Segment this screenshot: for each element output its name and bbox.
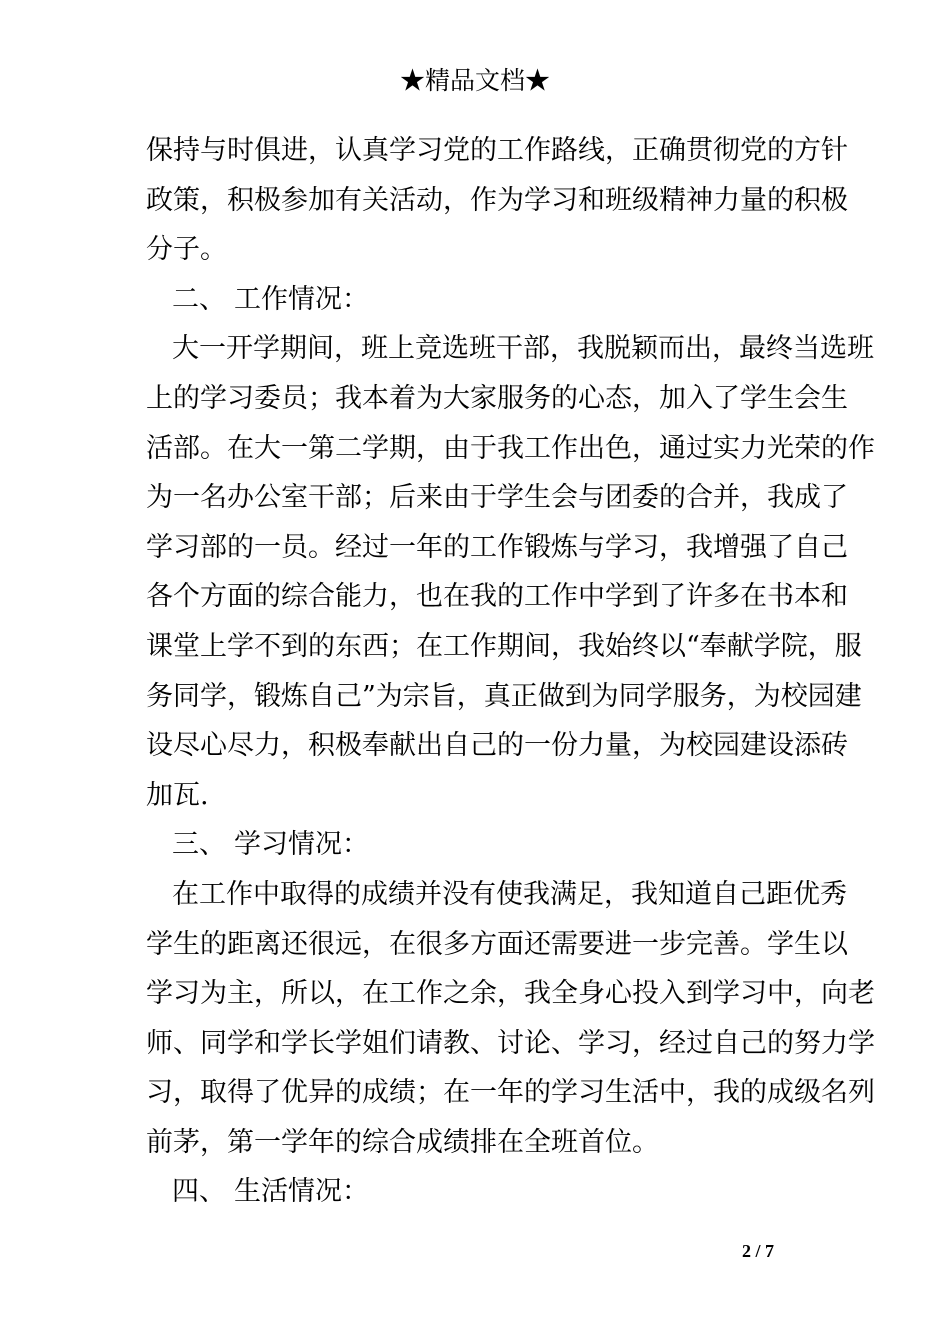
paragraph-line: 师、同学和学长学姐们请教、讨论、学习，经过自己的努力学 <box>146 1027 875 1059</box>
paragraph-line: 政策，积极参加有关活动，作为学习和班级精神力量的积极 <box>146 184 848 216</box>
page-number: 2 / 7 <box>742 1241 775 1261</box>
paragraph-line: 务同学，锻炼自己”为宗旨，真正做到为同学服务，为校园建 <box>146 680 862 712</box>
page-header-title: ★精品文档★ <box>399 66 550 95</box>
paragraph-line: 为一名办公室干部；后来由于学生会与团委的合并，我成了 <box>146 482 848 514</box>
section-number: 四、 <box>172 1176 226 1208</box>
section-number: 二、 <box>172 283 226 315</box>
paragraph-line: 学习为主，所以，在工作之余，我全身心投入到学习中，向老 <box>146 978 875 1010</box>
paragraph-line: 保持与时俱进，认真学习党的工作路线，正确贯彻党的方针 <box>146 135 848 166</box>
paragraph-line: 活部。在大一第二学期，由于我工作出色，通过实力光荣的作 <box>146 432 875 464</box>
paragraph-line: 习，取得了优异的成绩；在一年的学习生活中，我的成级名列 <box>146 1077 875 1109</box>
section-heading-work <box>146 275 810 325</box>
paragraph-line: 大一开学期间，班上竞选班干部，我脱颖而出，最终当选班 <box>172 333 874 365</box>
section-heading-study <box>146 820 810 870</box>
paragraph-line: 设尽心尽力，积极奉献出自己的一份力量，为校园建设添砖 <box>146 730 848 762</box>
section-title: 学习情况： <box>234 829 369 861</box>
section-number: 三、 <box>172 829 226 861</box>
section-title: 工作情况： <box>234 283 369 315</box>
paragraph-line: 前茅，第一学年的综合成绩排在全班首位。 <box>146 1126 659 1158</box>
section-heading-life <box>146 1167 810 1217</box>
paragraph-line: 加瓦. <box>146 779 209 811</box>
paragraph-line: 在工作中取得的成绩并没有使我满足，我知道自己距优秀 <box>172 878 847 910</box>
paragraph-line: 学习部的一员。经过一年的工作锻炼与学习，我增强了自己 <box>146 531 848 563</box>
paragraph-line: 学生的距离还很远，在很多方面还需要进一步完善。学生以 <box>146 928 848 960</box>
section-title: 生活情况： <box>234 1176 369 1208</box>
paragraph-line: 各个方面的综合能力，也在我的工作中学到了许多在书本和 <box>146 581 848 613</box>
paragraph-line: 分子。 <box>146 234 227 266</box>
document-body <box>146 126 875 1217</box>
paragraph-line: 课堂上学不到的东西；在工作期间，我始终以“奉献学院，服 <box>146 630 862 662</box>
paragraph-line: 上的学习委员；我本着为大家服务的心态，加入了学生会生 <box>146 382 848 414</box>
